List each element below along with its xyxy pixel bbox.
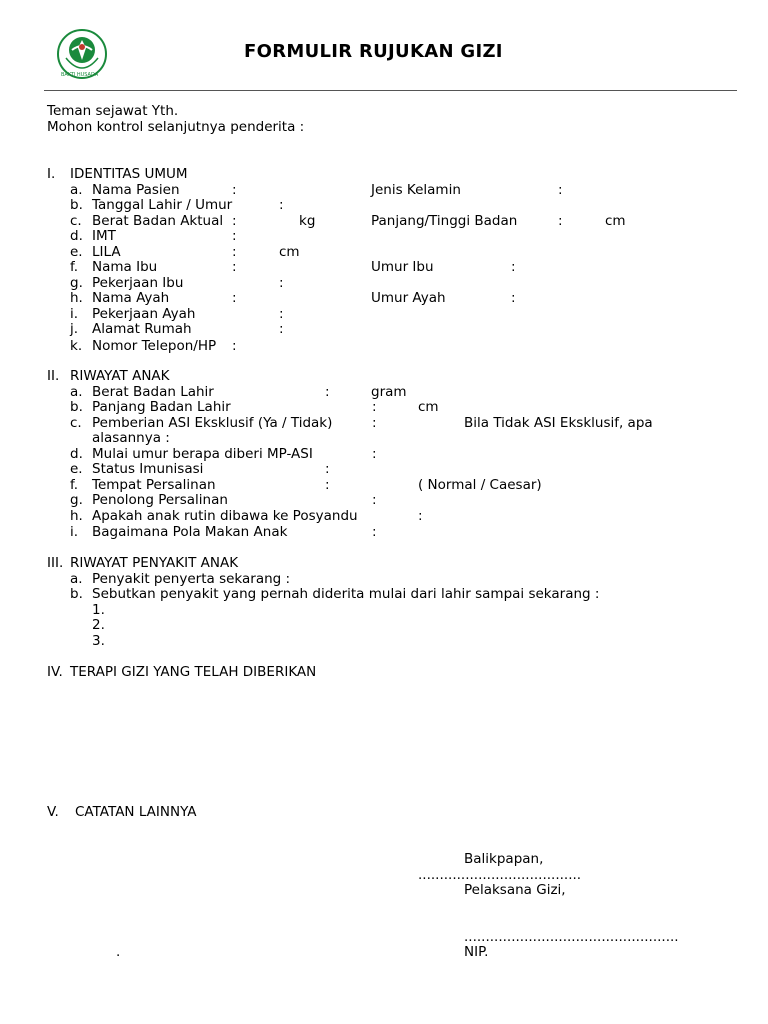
s2-f-extra: ( Normal / Caesar)	[418, 477, 542, 493]
s1-f-label: Nama Ibu	[92, 259, 158, 275]
s2-g-letter: g.	[70, 492, 83, 508]
signature-date-dots: ......................................	[418, 867, 582, 883]
s2-d-colon: :	[372, 446, 377, 462]
s1-f-colon2: :	[511, 259, 516, 275]
section-2-title: RIWAYAT ANAK	[70, 368, 170, 384]
s1-k-colon: :	[232, 338, 237, 354]
s1-e-colon: :	[232, 244, 237, 260]
s1-f-colon: :	[232, 259, 237, 275]
s3-numbered-2: 2.	[92, 617, 105, 633]
section-3-number: III.	[47, 555, 64, 571]
s2-a-letter: a.	[70, 384, 83, 400]
s2-b-letter: b.	[70, 399, 83, 415]
s1-f-letter: f.	[70, 259, 79, 275]
section-4-number: IV.	[47, 664, 63, 680]
s3-a-letter: a.	[70, 571, 83, 587]
s1-a-label: Nama Pasien	[92, 182, 180, 198]
s1-j-colon: :	[279, 321, 284, 337]
s1-k-letter: k.	[70, 338, 83, 354]
s2-h-label: Apakah anak rutin dibawa ke Posyandu	[92, 508, 358, 524]
s1-j-letter: j.	[70, 321, 79, 337]
s1-i-colon: :	[279, 306, 284, 322]
section-2-number: II.	[47, 368, 60, 384]
stray-dot: .	[116, 944, 121, 960]
s2-b-colon: :	[372, 399, 377, 415]
s1-e-unit: cm	[279, 244, 300, 260]
s1-a-letter: a.	[70, 182, 83, 198]
s1-d-colon: :	[232, 228, 237, 244]
s2-h-letter: h.	[70, 508, 83, 524]
s1-h-colon2: :	[511, 290, 516, 306]
s3-b-letter: b.	[70, 586, 83, 602]
signature-name-dots: ..................................................	[464, 929, 679, 945]
s2-a-label: Berat Badan Lahir	[92, 384, 214, 400]
logo-text: BAKTI HUSADA	[61, 72, 99, 78]
s2-c-letter: c.	[70, 415, 82, 431]
intro-greeting: Teman sejawat Yth.	[47, 103, 179, 119]
s1-b-label: Tanggal Lahir / Umur	[92, 197, 233, 213]
s1-c-label: Berat Badan Aktual	[92, 213, 224, 229]
s2-b-unit: cm	[418, 399, 439, 415]
s1-f-label2: Umur Ibu	[371, 259, 434, 275]
s2-h-colon: :	[418, 508, 423, 524]
signature-role: Pelaksana Gizi,	[464, 882, 566, 898]
s1-c-label2: Panjang/Tinggi Badan	[371, 213, 518, 229]
s2-f-colon: :	[325, 477, 330, 493]
s2-f-letter: f.	[70, 477, 79, 493]
signature-nip: NIP.	[464, 944, 489, 960]
s3-a-label: Penyakit penyerta sekarang :	[92, 571, 291, 587]
s1-d-letter: d.	[70, 228, 83, 244]
s1-h-label: Nama Ayah	[92, 290, 170, 306]
s1-a-label2: Jenis Kelamin	[371, 182, 461, 198]
s1-h-colon: :	[232, 290, 237, 306]
s1-g-letter: g.	[70, 275, 83, 291]
s1-b-colon: :	[279, 197, 284, 213]
s1-a-colon2: :	[558, 182, 563, 198]
s2-f-label: Tempat Persalinan	[92, 477, 216, 493]
s2-c-continuation: alasannya :	[92, 430, 170, 446]
s3-b-label: Sebutkan penyakit yang pernah diderita mulai dari lahir sampai sekarang :	[92, 586, 600, 602]
s1-a-colon: :	[232, 182, 237, 198]
s1-c-unit2: cm	[605, 213, 626, 229]
s2-d-label: Mulai umur berapa diberi MP-ASI	[92, 446, 313, 462]
s1-k-label: Nomor Telepon/HP	[92, 338, 217, 354]
s1-e-letter: e.	[70, 244, 83, 260]
intro-request: Mohon kontrol selanjutnya penderita :	[47, 119, 305, 135]
s3-numbered-3: 3.	[92, 633, 105, 649]
s2-g-label: Penolong Persalinan	[92, 492, 228, 508]
s1-j-label: Alamat Rumah	[92, 321, 192, 337]
s2-a-unit: gram	[371, 384, 407, 400]
section-5-number: V.	[47, 804, 59, 820]
signature-city: Balikpapan,	[464, 851, 544, 867]
s2-g-colon: :	[372, 492, 377, 508]
s2-e-colon: :	[325, 461, 330, 477]
s1-b-letter: b.	[70, 197, 83, 213]
s1-i-label: Pekerjaan Ayah	[92, 306, 196, 322]
s2-b-label: Panjang Badan Lahir	[92, 399, 231, 415]
s3-numbered-1: 1.	[92, 602, 105, 618]
s2-i-label: Bagaimana Pola Makan Anak	[92, 524, 288, 540]
section-3-title: RIWAYAT PENYAKIT ANAK	[70, 555, 239, 571]
section-1-title: IDENTITAS UMUM	[70, 166, 188, 182]
s2-c-colon: :	[372, 415, 377, 431]
s2-i-colon: :	[372, 524, 377, 540]
header-divider	[44, 90, 737, 91]
page-title: FORMULIR RUJUKAN GIZI	[244, 41, 503, 62]
s2-d-letter: d.	[70, 446, 83, 462]
s1-e-label: LILA	[92, 244, 121, 260]
s2-c-label: Pemberian ASI Eksklusif (Ya / Tidak)	[92, 415, 333, 431]
s1-c-unit: kg	[299, 213, 316, 229]
section-4-title: TERAPI GIZI YANG TELAH DIBERIKAN	[70, 664, 317, 680]
s1-c-letter: c.	[70, 213, 82, 229]
s2-i-letter: i.	[70, 524, 79, 540]
s2-e-label: Status Imunisasi	[92, 461, 204, 477]
section-1-number: I.	[47, 166, 56, 182]
s2-a-colon: :	[325, 384, 330, 400]
s1-d-label: IMT	[92, 228, 116, 244]
s1-h-label2: Umur Ayah	[371, 290, 446, 306]
s2-c-extra: Bila Tidak ASI Eksklusif, apa	[464, 415, 653, 431]
section-5-title: CATATAN LAINNYA	[75, 804, 197, 820]
s1-i-letter: i.	[70, 306, 79, 322]
s1-g-colon: :	[279, 275, 284, 291]
s1-g-label: Pekerjaan Ibu	[92, 275, 184, 291]
s1-h-letter: h.	[70, 290, 83, 306]
s1-c-colon: :	[232, 213, 237, 229]
s2-e-letter: e.	[70, 461, 83, 477]
s1-c-colon2: :	[558, 213, 563, 229]
